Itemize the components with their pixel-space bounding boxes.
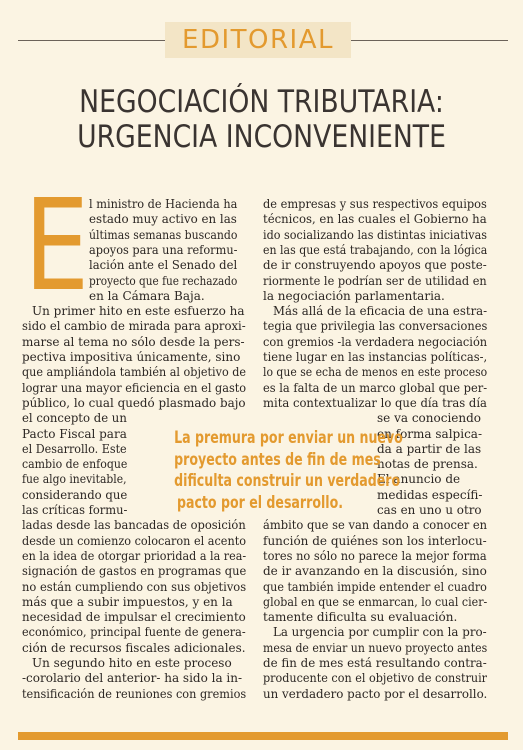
- text-line: la negociación parlamentaria.: [263, 288, 445, 303]
- text-line: considerando que: [22, 487, 128, 502]
- text-line: en la Cámara Baja.: [89, 288, 205, 303]
- text-line: l ministro de Hacienda ha: [89, 197, 238, 211]
- text-line: técnicos, en las cuales el Gobierno ha: [263, 212, 487, 227]
- text-line: función de quiénes son los interlocu-: [263, 533, 487, 548]
- text-line: medidas específi-: [377, 487, 483, 502]
- pull-quote-line: La premura por enviar un nuevo: [174, 428, 403, 448]
- text-line: proyecto que fue rechazado: [89, 273, 238, 288]
- text-line: en forma salpica-: [377, 426, 482, 441]
- text-line: Un segundo hito en este proceso: [32, 656, 232, 670]
- text-line: el concepto de un: [22, 411, 127, 426]
- text-line: tiene lugar en las instancias políticas-,: [263, 350, 488, 364]
- text-line: El anuncio de: [377, 472, 461, 487]
- pull-quote: [144, 428, 403, 514]
- section-label: EDITORIAL: [165, 22, 351, 58]
- text-line: es la falta de un marco global que per-: [263, 380, 488, 395]
- text-line: estado muy activo en las: [89, 212, 237, 227]
- text-line: las críticas formu-: [22, 503, 128, 517]
- text-line: más que a subir impuestos, y en la: [22, 594, 233, 609]
- pull-quote-line: dificulta construir un verdadero: [174, 471, 401, 491]
- text-line: últimas semanas buscando: [89, 227, 238, 242]
- bottom-bar: [18, 732, 508, 740]
- text-line: marse al tema no sólo desde la pers-: [22, 334, 245, 349]
- text-line: sido el cambio de mirada para aproxi-: [22, 319, 246, 334]
- text-line: Pacto Fiscal para: [22, 426, 127, 441]
- text-line: global en que se enmarcan, lo cual cier-: [263, 594, 488, 609]
- top-rule-right: [351, 40, 508, 41]
- text-line: tensificación de reuniones con gremios: [22, 686, 247, 701]
- text-line: el Desarrollo. Este: [22, 441, 127, 456]
- text-line: lo que se echa de menos en este proceso: [263, 365, 488, 380]
- text-line: de empresas y sus respectivos equipos: [263, 197, 487, 211]
- text-line: se va conociendo: [377, 411, 482, 426]
- text-line: producente con el objetivo de construir: [263, 671, 488, 686]
- top-rule-left: [18, 40, 165, 41]
- text-line: da a partir de las: [377, 441, 482, 456]
- text-line: La urgencia por cumplir con la pro-: [273, 625, 487, 640]
- text-line: Un primer hito en este esfuerzo ha: [32, 304, 245, 319]
- text-line: desde un comienzo colocaron el acento: [22, 533, 247, 548]
- text-line: un verdadero pacto por el desarrollo.: [263, 686, 488, 701]
- text-line: público, lo cual quedó plasmado bajo: [22, 395, 246, 410]
- drop-cap: E: [24, 172, 90, 319]
- text-line: tores no sólo no parece la mejor forma: [263, 548, 487, 563]
- text-line: fue algo inevitable,: [22, 472, 127, 487]
- text-line: tamente dificulta su evaluación.: [263, 610, 458, 625]
- text-line: de fin de mes está resultando contra-: [263, 656, 487, 670]
- text-line: ladas desde las bancadas de oposición: [22, 518, 246, 533]
- text-line: tegia que privilegia las conversaciones: [263, 319, 488, 334]
- text-line: que ampliándola también al objetivo de: [22, 365, 247, 380]
- text-line: necesidad de impulsar el crecimiento: [22, 610, 246, 625]
- text-line: con gremios -la verdadera negociación: [263, 334, 488, 349]
- text-line: riormente le podrían ser de utilidad en: [263, 273, 487, 288]
- text-line: lación ante el Senado del: [89, 258, 238, 273]
- text-line: en la idea de otorgar prioridad a la rea-: [22, 548, 247, 563]
- text-line: ción de recursos fiscales adicionales.: [22, 640, 246, 655]
- headline: [37, 85, 487, 155]
- pull-quote-line: proyecto antes de fin de mes: [174, 449, 381, 470]
- text-line: de ir avanzando en la discusión, sino: [263, 564, 487, 579]
- headline-line-1: NEGOCIACIÓN TRIBUTARIA:: [79, 84, 444, 120]
- text-line: no están cumpliendo con sus objetivos: [22, 579, 247, 594]
- text-line: económico, principal fuente de genera-: [22, 625, 246, 640]
- text-line: -corolario del anterior- ha sido la in-: [22, 671, 243, 686]
- headline-line-2: URGENCIA INCONVENIENTE: [77, 119, 446, 155]
- text-line: pectiva impositiva únicamente, sino: [22, 350, 241, 364]
- pull-quote-line: pacto por el desarrollo.: [176, 492, 344, 513]
- text-line: ámbito que se van dando a conocer en: [263, 518, 488, 533]
- text-line: apoyos para una reformu-: [89, 242, 238, 257]
- text-line: en las que está trabajando, con la lógica: [263, 242, 488, 257]
- text-line: que también impide entender el cuadro: [263, 579, 487, 594]
- text-line: de ir construyendo apoyos que poste-: [263, 258, 487, 273]
- text-line: cas en uno u otro: [377, 503, 482, 517]
- text-line: ido socializando las distintas iniciativas: [263, 227, 488, 242]
- text-line: lograr una mayor eficiencia en el gasto: [22, 380, 247, 395]
- text-line: notas de prensa.: [377, 457, 478, 472]
- text-line: Más allá de la eficacia de una estra-: [273, 304, 488, 319]
- text-line: mita contextualizar lo que día tras día: [263, 395, 487, 410]
- text-line: cambio de enfoque: [22, 457, 128, 472]
- text-line: mesa de enviar un nuevo proyecto antes: [263, 640, 488, 655]
- text-line: signación de gastos en programas que: [22, 564, 247, 579]
